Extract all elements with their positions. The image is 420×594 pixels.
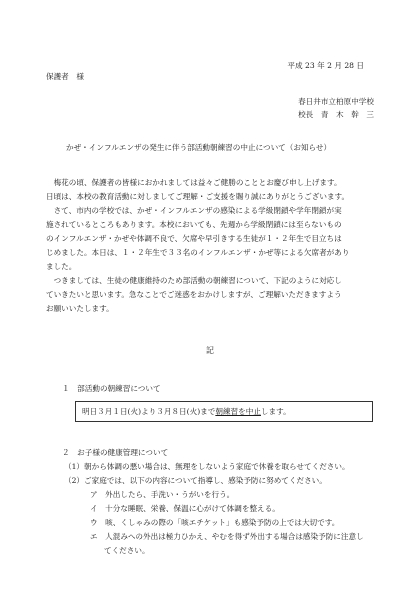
notice-post: します。: [260, 407, 291, 416]
ki-mark: 記: [206, 346, 214, 355]
recipient: 保護者 様: [46, 72, 84, 81]
section2-item: （2）ご家庭では、以下の内容について指導し、感染予防に努めてください。: [64, 476, 327, 485]
section2-subitem: てください。: [104, 546, 150, 555]
notice-box: [75, 401, 373, 422]
body-line: お願いいたします。: [46, 304, 114, 313]
section2-heading: ２ お子様の健康管理について: [62, 448, 169, 457]
notice-pre: 明日３月１日(火)より３月８日(火)まで: [82, 407, 216, 416]
body-line: 施されているところもあります。本校においても、先週から学級閉鎖には至らないもの: [46, 220, 342, 229]
section1-heading: １ 部活動の朝練習について: [62, 384, 161, 393]
notice-text: [82, 408, 291, 416]
principal-name: 校長 青 木 幹 三: [298, 110, 374, 119]
school-name: 春日井市立柏原中学校: [298, 97, 374, 106]
date-line: 平成 23 年 2 月 28 日: [287, 61, 364, 70]
body-line: さて、市内の学校では、かぜ・インフルエンザの感染による学級閉鎖や学年閉鎖が実: [46, 206, 342, 215]
section2-subitem: ア 外出したら、手洗い・うがいを行う。: [90, 490, 235, 499]
section2-item: （1）朝から体調の悪い場合は、無理をしないよう家庭で休養を取らせてください。: [64, 462, 350, 471]
body-line: じめました。本日は、１・２年生で３３名のインフルエンザ・かぜ等による欠席者があり: [46, 248, 350, 257]
body-line: 日頃は、本校の教育活動に対しましてご理解・ご支援を賜り誠にありがとうございます。: [46, 192, 350, 201]
section2-subitem: ウ 咳、くしゃみの際の「咳エチケット」も感染予防の上では大切です。: [90, 518, 340, 527]
section2-subitem: イ 十分な睡眠、栄養、保温に心がけて体調を整える。: [90, 504, 280, 513]
body-line: ました。: [46, 262, 77, 271]
body-line: 梅花の頃、保護者の皆様におかれましては益々ご健勝のこととお慶び申し上げます。: [46, 178, 342, 187]
document-title: かぜ・インフルエンザの発生に伴う部活動朝練習の中止について（お知らせ）: [66, 143, 332, 152]
body-line: ていきたいと思います。急なことでご迷惑をおかけしますが、ご理解いただきますよう: [46, 290, 342, 299]
body-line: つきましては、生徒の健康維持のため部活動の朝練習について、下記のように対応し: [46, 276, 342, 285]
section2-subitem: エ 人混みへの外出は極力ひかえ、やむを得ず外出する場合は感染予防に注意し: [90, 532, 364, 541]
notice-emphasis: 朝練習を中止: [215, 407, 261, 416]
body-line: のインフルエンザ・かぜや体調不良で、欠席や早引きする生徒が１・２年生で目立ちは: [46, 234, 342, 243]
